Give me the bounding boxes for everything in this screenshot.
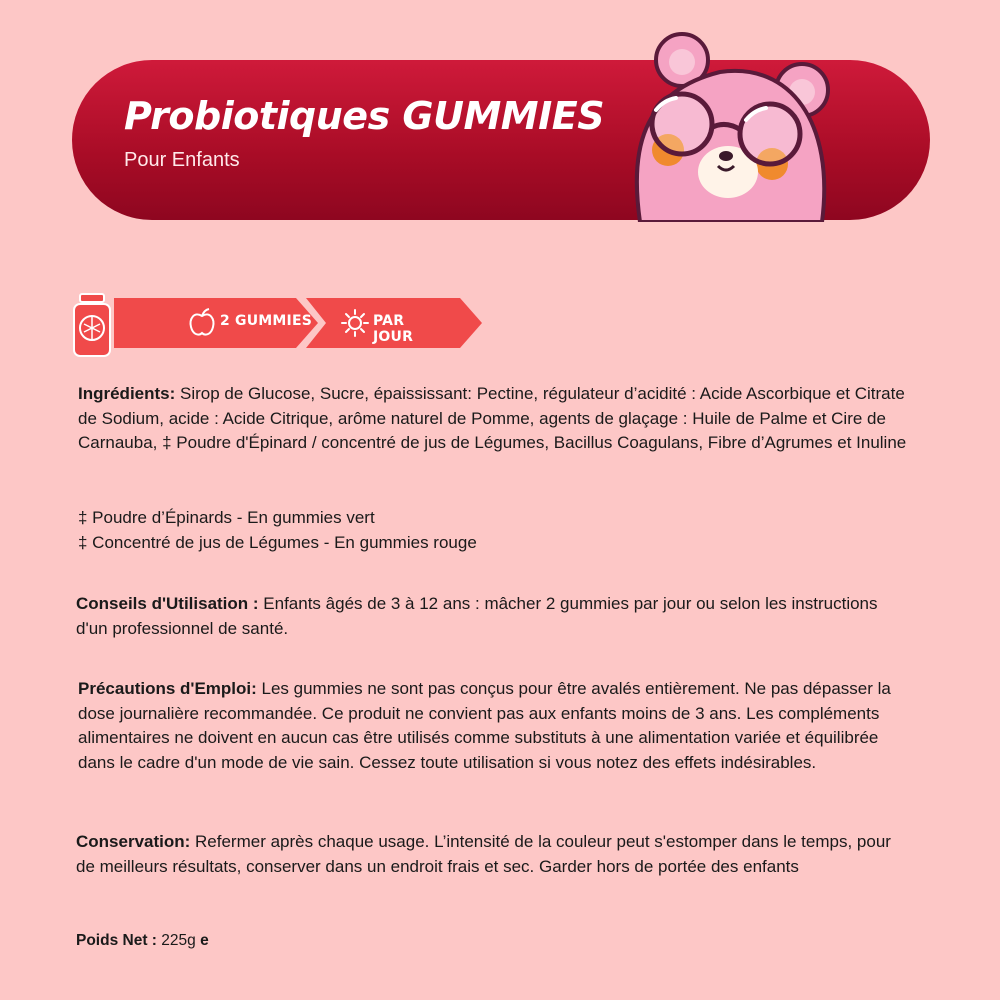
conservation-text: Refermer après chaque usage. L’intensité de la couleur peut s'estomper dans le temps, pour de meilleurs résultats, conserver dans un endroit frais et sec. Garder hors de portée des enfants [76,832,891,876]
precautions-section [78,677,908,775]
dose-label: 2 GUMMIES [220,313,312,329]
sun-icon [340,308,370,338]
bear-mascot-icon [600,32,840,222]
product-subtitle: Pour Enfants [124,149,240,171]
ingredients-heading: Ingrédients: [78,384,176,403]
estimated-mark: e [200,932,209,949]
usage-heading: Conseils d'Utilisation : [76,594,259,613]
precautions-heading: Précautions d'Emploi: [78,679,257,698]
note-spinach: ‡ Poudre d’Épinards - En gummies vert [78,508,375,527]
usage-section [76,592,906,641]
dosage-badge-row [72,292,412,358]
conservation-section [76,830,906,879]
apple-icon [188,307,216,337]
ingredients-text: Sirop de Glucose, Sucre, épaississant: Pectine, régulateur d’acidité : Acide Ascorbique et Citrate de Sodium, acide : Acide Citrique, arôme naturel de Pomme, agents de glaçage : Huile de Palme et Cire de Carnauba, ‡ Poudre d'Épinard / concentré de jus de Légumes, Bacillus Coagulans, Fibre d’Agrumes et Inuline [78,384,907,453]
note-vegetables: ‡ Concentré de jus de Légumes - En gummies rouge [78,532,477,552]
frequency-label: PAR JOUR [373,313,414,345]
ingredients-notes [78,506,908,555]
net-weight-heading: Poids Net : [76,932,157,949]
conservation-heading: Conservation: [76,832,191,851]
product-title: Probiotiques GUMMIES [124,94,605,138]
usage-text: Enfants âgés de 3 à 12 ans : mâcher 2 gummies par jour ou selon les instructions d'un professionnel de santé. [76,594,878,638]
net-weight-value: 225g [156,932,201,949]
jar-icon [72,292,112,358]
net-weight [76,929,906,954]
ingredients-section [78,382,908,456]
precautions-text: Les gummies ne sont pas conçus pour être avalés entièrement. Ne pas dépasser la dose journalière recommandée. Ce produit ne convient pas aux enfants moins de 3 ans. Les compléments alimentaires ne doivent en aucun cas être utilisés comme substituts à une alimentation variée et équilibrée dans le cadre d'un mode de vie sain. Cessez toute utilisation si vous notez des effets indésirables. [78,679,891,772]
